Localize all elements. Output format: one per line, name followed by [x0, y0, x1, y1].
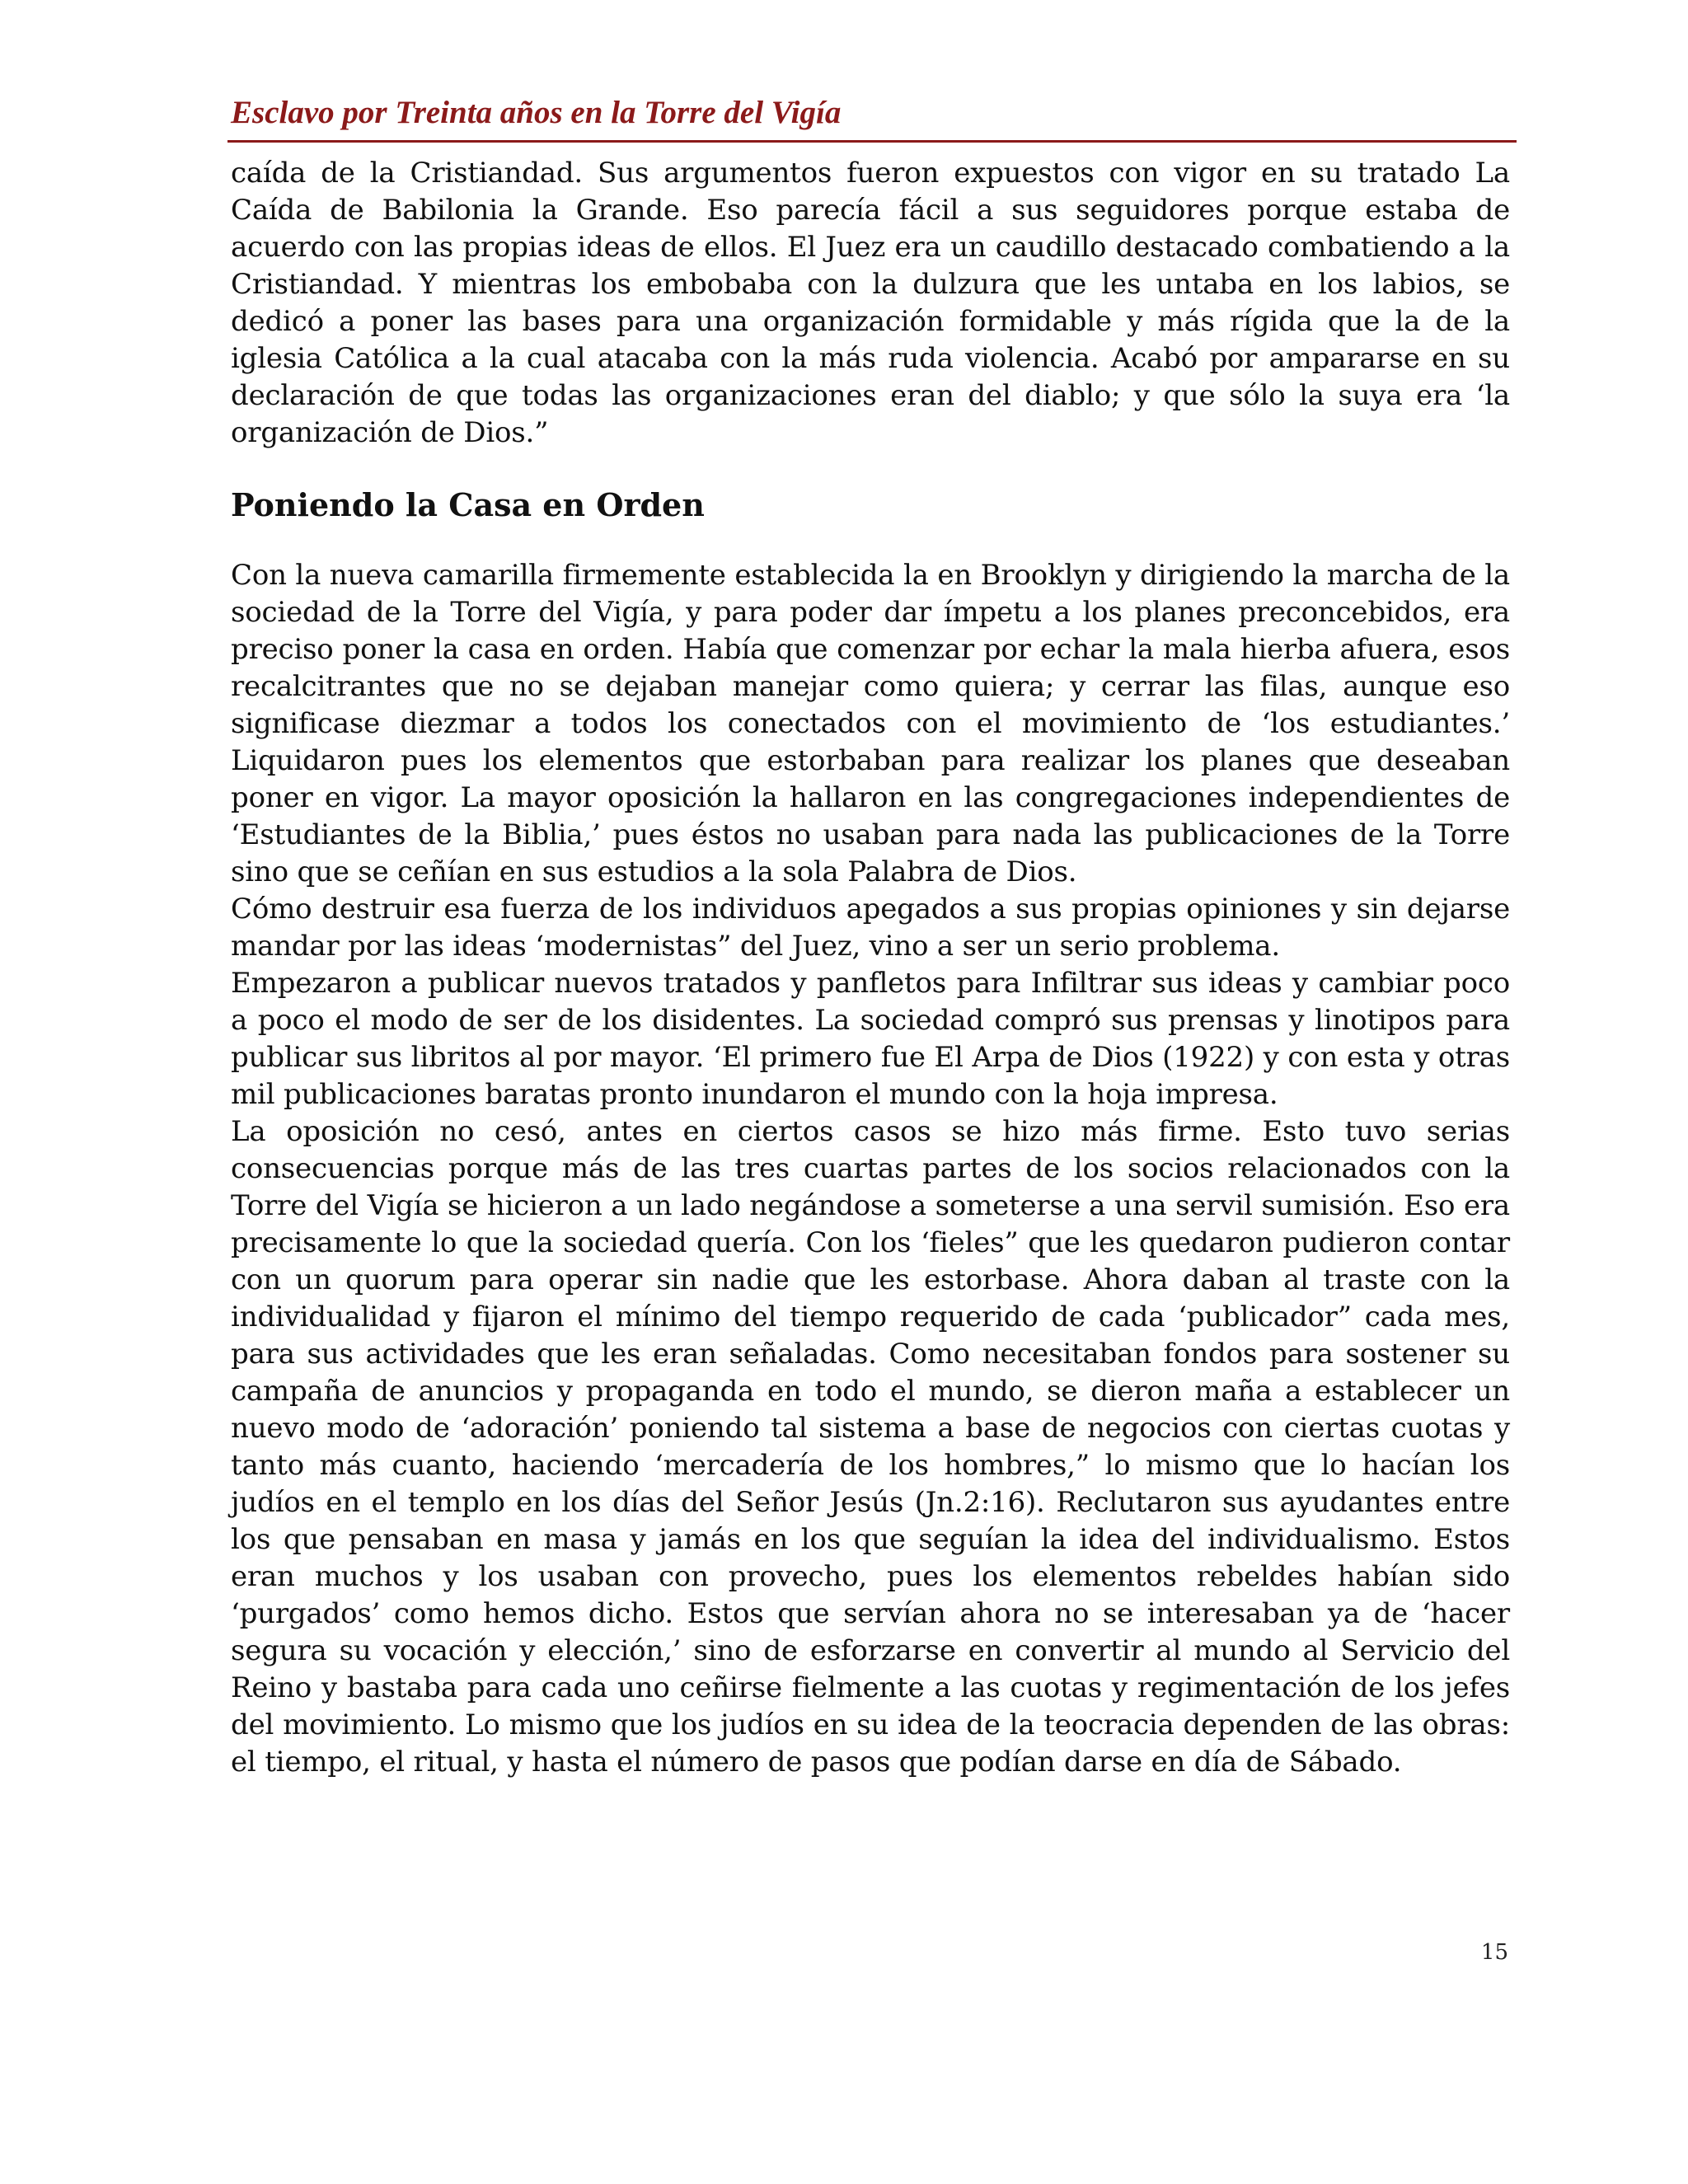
- body-paragraph: caída de la Cristiandad. Sus argumentos fueron expuestos con vigor en su tratado La Caída de Babilonia la Grande. Eso parecía fácil a sus seguidores porque estaba de acuerdo con las propias ideas de ellos. El Juez era un caudillo destacado combatiendo a la Cristiandad. Y mientras los embobaba con la dulzura que les untaba en los labios, se dedicó a poner las bases para una organización formidable y más rígida que la de la iglesia Católica a la cual atacaba con la más ruda violencia. Acabó por ampararse en su declaración de que todas las organizaciones eran del diablo; y que sólo la suya era ‘la organización de Dios.”: [231, 157, 1510, 449]
- body-paragraph: La oposición no cesó, antes en ciertos casos se hizo más firme. Esto tuvo serias consecuencias porque más de las tres cuartas partes de los socios relacionados con la Torre del Vigía se hicieron a un lado negándose a someterse a una servil sumisión. Eso era precisamente lo que la sociedad quería. Con los ‘fieles” que les quedaron pudieron contar con un quorum para operar sin nadie que les estorbase. Ahora daban al traste con la individualidad y fijaron el mínimo del tiempo requerido de cada ‘publicador” cada mes, para sus actividades que les eran señaladas. Como necesitaban fondos para sostener su campaña de anuncios y propaganda en todo el mundo, se dieron maña a establecer un nuevo modo de ‘adoración’ poniendo tal sistema a base de negocios con ciertas cuotas y tanto más cuanto, haciendo ‘mercadería de los hombres,” lo mismo que lo hacían los judíos en el templo en los días del Señor Jesús (Jn.2:16). Reclutaron sus ayudantes entre los que pensaban en masa y jamás en los que seguían la idea del individualismo. Estos eran muchos y los usaban con provecho, pues los elementos rebeldes habían sido ‘purgados’ como hemos dicho. Estos que servían ahora no se interesaban ya de ‘hacer segura su vocación y elección,’ sino de esforzarse en convertir al mundo al Servicio del Reino y bastaba para cada uno ceñirse fielmente a las cuotas y regimentación de los jefes del movimiento. Lo mismo que los judíos en su idea de la teocracia dependen de las obras: el tiempo, el ritual, y hasta el número de pasos que podían darse en día de Sábado.: [231, 1115, 1510, 1779]
- body-paragraph: Empezaron a publicar nuevos tratados y panfletos para Infiltrar sus ideas y cambiar poco a poco el modo de ser de los disidentes. La sociedad compró sus prensas y linotipos para publicar sus libritos al por mayor. ‘El primero fue El Arpa de Dios (1922) y con esta y otras mil publicaciones baratas pronto inundaron el mundo con la hoja impresa.: [231, 967, 1510, 1111]
- running-header-title: Esclavo por Treinta años en la Torre del Vigía: [231, 95, 842, 130]
- body-paragraph: Cómo destruir esa fuerza de los individuos apegados a sus propias opiniones y sin dejarse mandar por las ideas ‘modernistas” del Juez, vino a ser un serio problema.: [231, 893, 1510, 963]
- page-number: 15: [1480, 1940, 1508, 1965]
- body-paragraph: Con la nueva camarilla firmemente establecida la en Brooklyn y dirigiendo la marcha de la sociedad de la Torre del Vigía, y para poder dar ímpetu a los planes preconcebidos, era preciso poner la casa en orden. Había que comenzar por echar la mala hierba afuera, esos recalcitrantes que no se dejaban manejar como quiera; y cerrar las filas, aunque eso significase diezmar a todos los conectados con el movimiento de ‘los estudiantes.’ Liquidaron pues los elementos que estorbaban para realizar los planes que deseaban poner en vigor. La mayor oposición la hallaron en las congregaciones independientes de ‘Estudiantes de la Biblia,’ pues éstos no usaban para nada las publicaciones de la Torre sino que se ceñían en sus estudios a la sola Palabra de Dios.: [231, 559, 1510, 888]
- page-body: [231, 155, 1510, 1781]
- section-heading: Poniendo la Casa en Orden: [231, 486, 705, 523]
- page-header: [227, 91, 1517, 143]
